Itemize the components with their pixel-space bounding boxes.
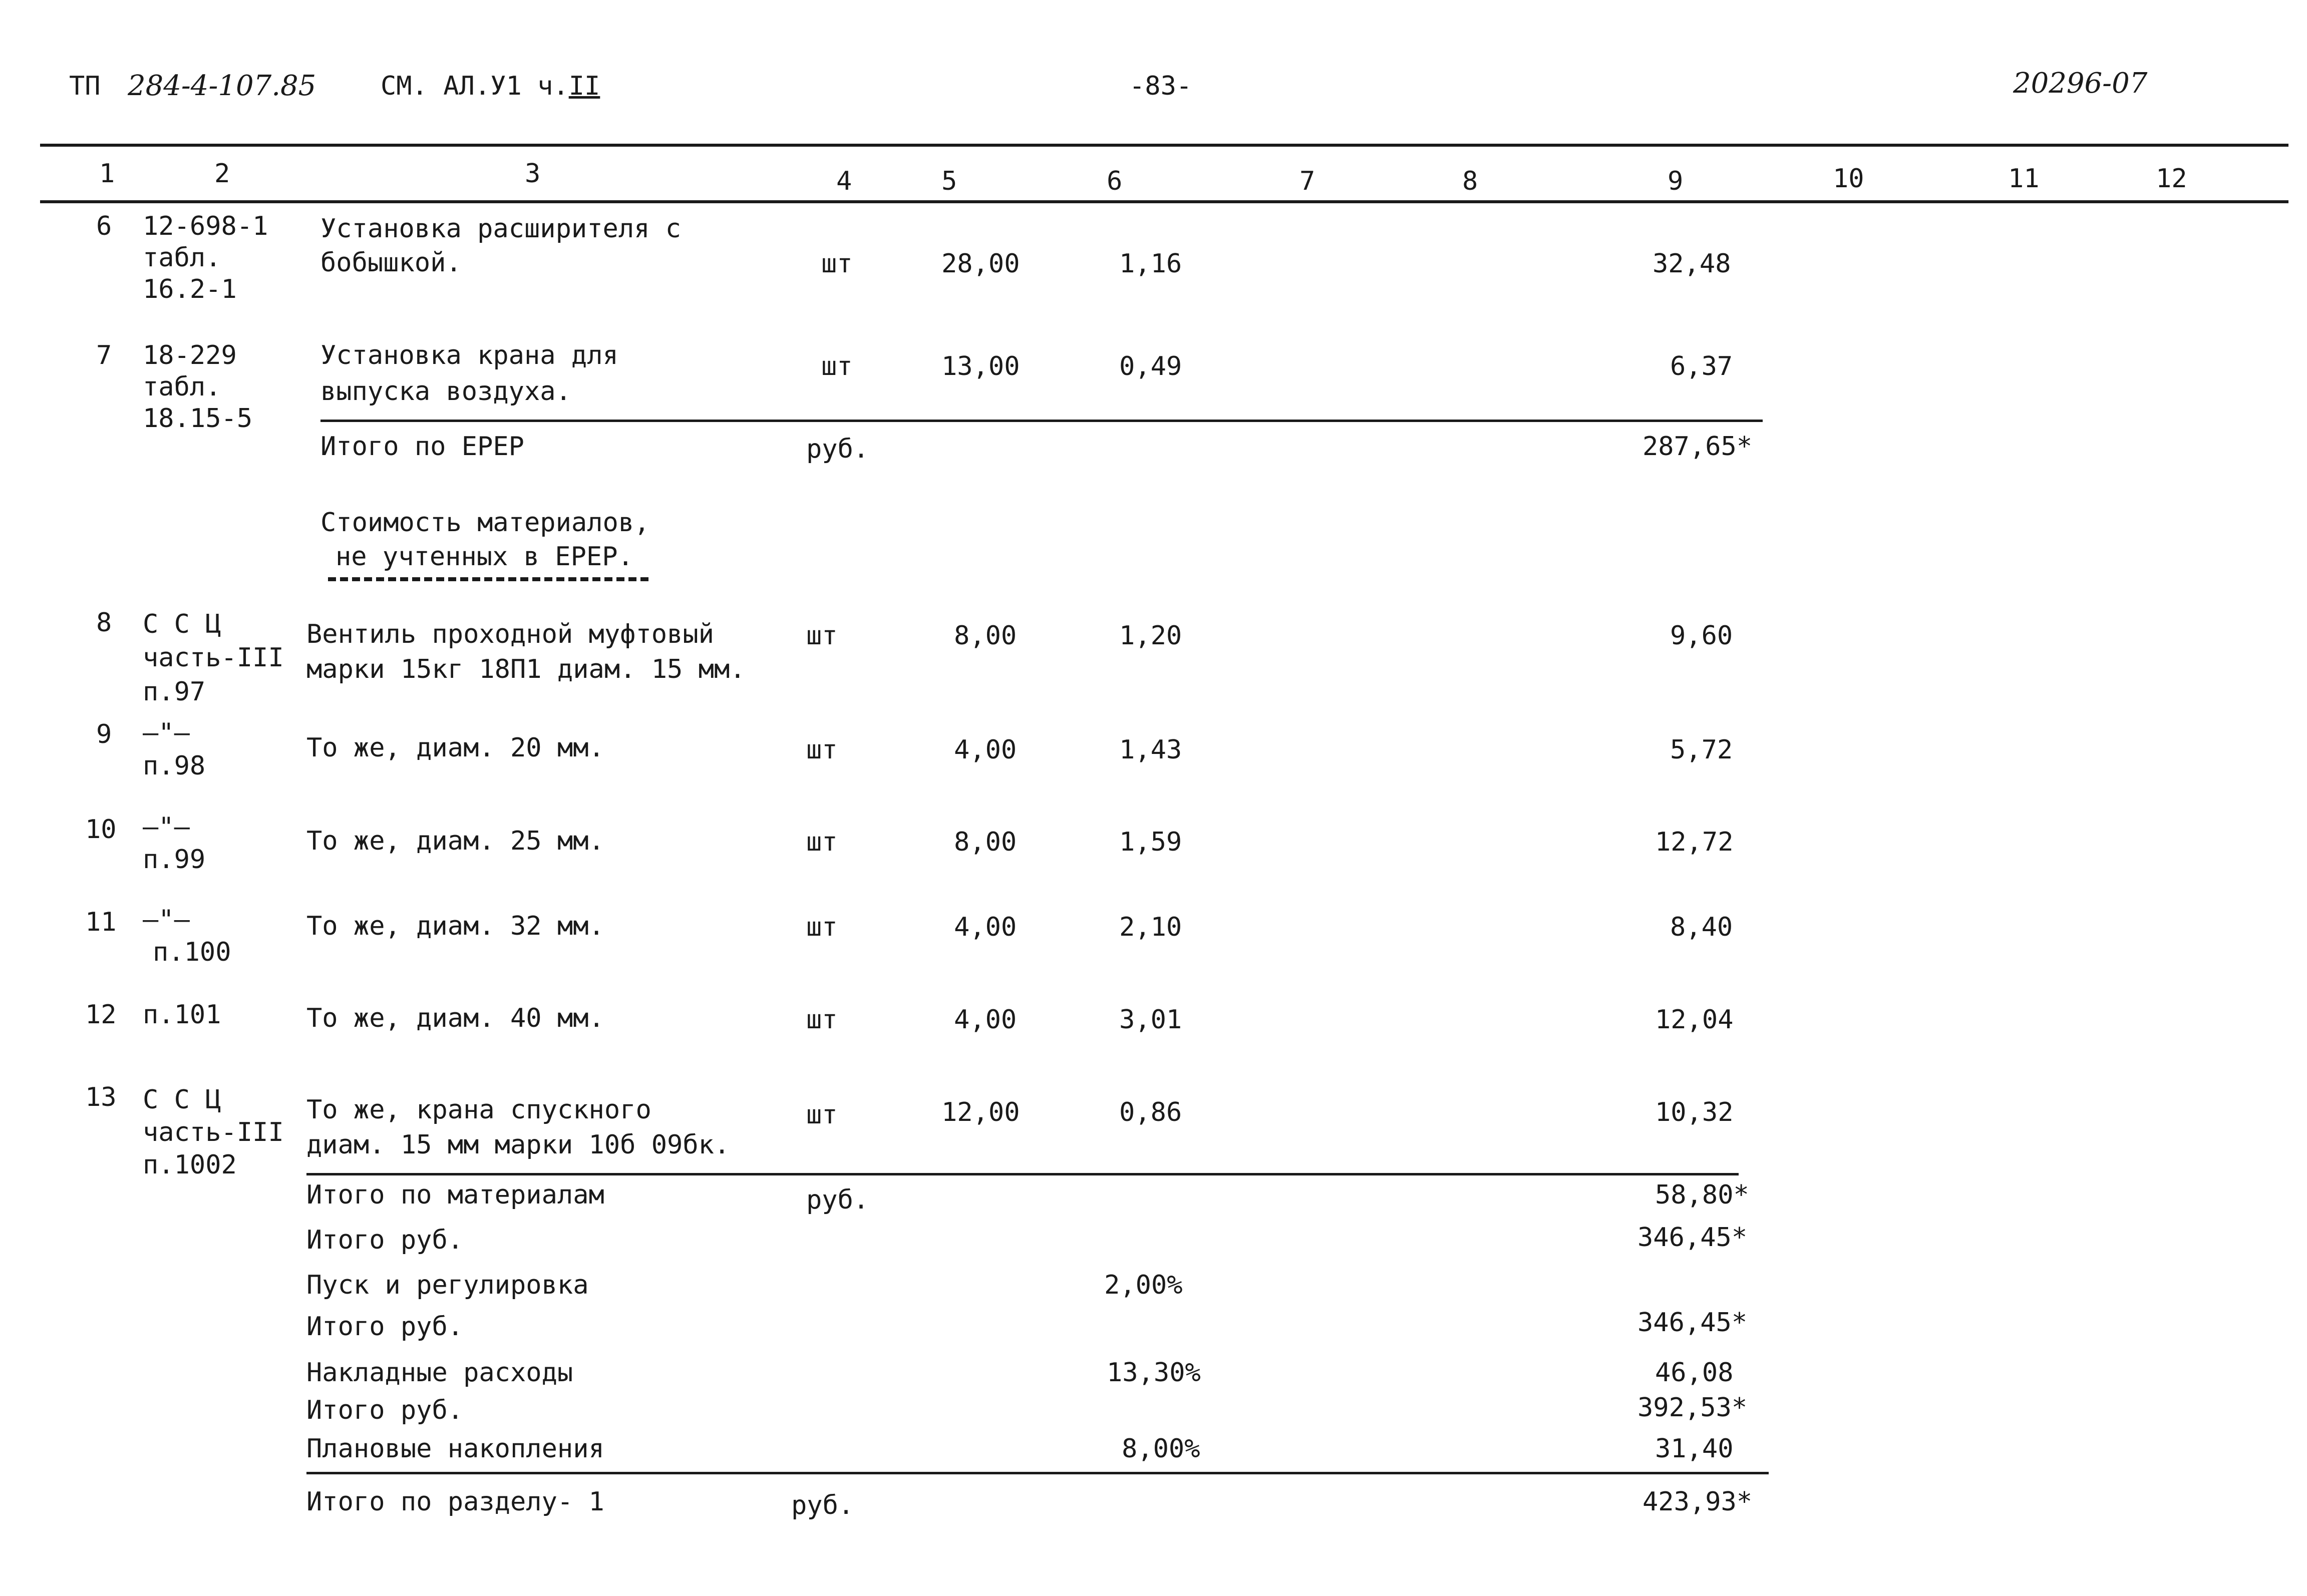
row-number: 13: [85, 1082, 117, 1112]
work-description: Установка крана для: [320, 340, 618, 370]
col-2: 2: [214, 159, 230, 189]
norm-code: табл.: [143, 372, 221, 402]
work-description: То же, диам. 25 мм.: [306, 826, 604, 856]
norm-code: п.98: [143, 751, 206, 781]
unit: шт: [806, 827, 838, 857]
archive-number: 20296-07: [2013, 67, 2148, 100]
materials-heading-underline: [328, 577, 648, 581]
summary-percent: 2,00%: [1104, 1270, 1183, 1300]
unit-price: 1,20: [1119, 621, 1182, 651]
unit: шт: [806, 621, 838, 651]
section-total-label: Итого по разделу- 1: [306, 1487, 604, 1517]
row-number: 6: [96, 211, 112, 241]
col-8: 8: [1462, 166, 1478, 196]
summary-label: Плановые накопления: [306, 1434, 604, 1464]
work-description: Установка расширителя с: [320, 214, 682, 244]
work-description: То же, диам. 20 мм.: [306, 733, 604, 763]
doc-code-handwritten: 284-4-107.85: [128, 70, 316, 102]
norm-code: п.101: [143, 1000, 221, 1030]
unit: шт: [806, 735, 838, 765]
total: 5,72: [1670, 735, 1733, 765]
summary-percent: 13,30%: [1107, 1358, 1201, 1388]
section-total-value: 423,93*: [1642, 1487, 1753, 1517]
summary-total: 31,40: [1655, 1434, 1734, 1464]
norm-code: —"—: [143, 718, 190, 748]
unit-price: 0,86: [1119, 1097, 1182, 1127]
work-description: марки 15кг 18П1 диам. 15 мм.: [306, 654, 746, 684]
norm-code: табл.: [143, 243, 221, 273]
norm-code: 12-698-1: [143, 211, 268, 241]
unit-price: 1,16: [1119, 249, 1182, 279]
col-10: 10: [1833, 164, 1864, 194]
quantity: 8,00: [954, 827, 1017, 857]
total: 12,72: [1655, 827, 1734, 857]
quantity: 28,00: [941, 249, 1020, 279]
unit: шт: [806, 1005, 838, 1035]
subtotal-total: 287,65*: [1642, 432, 1753, 462]
norm-code: 18.15-5: [143, 404, 253, 434]
norm-code: С С Ц: [143, 609, 221, 639]
page-number: -83-: [1129, 71, 1192, 101]
unit-price: 3,01: [1119, 1005, 1182, 1035]
work-description: Вентиль проходной муфтовый: [306, 619, 714, 649]
unit-price: 1,59: [1119, 827, 1182, 857]
summary-label: Итого руб.: [306, 1312, 464, 1342]
norm-code: 18-229: [143, 340, 237, 370]
unit-price: 2,10: [1119, 912, 1182, 942]
summary-total: 392,53*: [1637, 1393, 1748, 1423]
summary-rule: [306, 1173, 1739, 1175]
col-4: 4: [836, 166, 852, 196]
col-7: 7: [1299, 166, 1315, 196]
summary-label: Итого руб.: [306, 1395, 464, 1425]
row-number: 11: [85, 907, 117, 937]
row-number: 7: [96, 340, 112, 370]
norm-code: 16.2-1: [143, 274, 237, 304]
summary-total: 346,45*: [1637, 1308, 1748, 1338]
quantity: 8,00: [954, 621, 1017, 651]
total: 9,60: [1670, 621, 1733, 651]
quantity: 13,00: [941, 351, 1020, 381]
row-number: 12: [85, 1000, 117, 1030]
norm-code: п.1002: [143, 1150, 237, 1180]
unit-price: 1,43: [1119, 735, 1182, 765]
norm-code: п.97: [143, 677, 206, 707]
quantity: 4,00: [954, 1005, 1017, 1035]
work-description: То же, диам. 32 мм.: [306, 911, 604, 941]
unit-price: 0,49: [1119, 351, 1182, 381]
header-bottom-rule: [40, 200, 2288, 203]
col-5: 5: [941, 166, 957, 196]
col-12: 12: [2156, 164, 2187, 194]
section-total-unit: руб.: [791, 1490, 854, 1520]
header-top-rule: [40, 144, 2288, 147]
materials-heading: не учтенных в ЕРЕР.: [336, 542, 633, 572]
col-9: 9: [1668, 166, 1684, 196]
norm-code: п.100: [153, 937, 231, 967]
total: 12,04: [1655, 1005, 1734, 1035]
doc-ref-text: СМ. АЛ.У1 ч.: [381, 71, 569, 101]
total: 10,32: [1655, 1097, 1734, 1127]
unit: шт: [821, 249, 853, 279]
summary-percent: 8,00%: [1122, 1434, 1200, 1464]
summary-label: Итого по материалам: [306, 1180, 604, 1210]
norm-code: —"—: [143, 905, 190, 935]
quantity: 4,00: [954, 912, 1017, 942]
summary-label: Накладные расходы: [306, 1358, 573, 1388]
total: 8,40: [1670, 912, 1733, 942]
summary-label: Пуск и регулировка: [306, 1270, 589, 1300]
norm-code: часть-III: [143, 643, 284, 673]
row-number: 10: [85, 815, 117, 845]
unit: шт: [821, 351, 853, 381]
summary-total: 58,80*: [1655, 1180, 1749, 1210]
work-description: То же, крана спускного: [306, 1095, 651, 1125]
quantity: 12,00: [941, 1097, 1020, 1127]
summary-total: 346,45*: [1637, 1223, 1748, 1253]
subtotal-unit: руб.: [806, 434, 869, 464]
summary-label: Итого руб.: [306, 1225, 464, 1255]
norm-code: С С Ц: [143, 1085, 221, 1115]
subtotal-rule: [320, 420, 1763, 422]
total: 6,37: [1670, 351, 1733, 381]
col-11: 11: [2008, 164, 2040, 194]
unit: шт: [806, 1100, 838, 1130]
doc-ref-part: II: [568, 71, 600, 101]
work-description: бобышкой.: [320, 248, 462, 278]
norm-code: п.99: [143, 845, 206, 875]
subtotal-label: Итого по ЕРЕР: [320, 432, 524, 462]
work-description: То же, диам. 40 мм.: [306, 1003, 604, 1033]
section-total-rule: [306, 1472, 1769, 1474]
norm-code: часть-III: [143, 1117, 284, 1147]
doc-ref: [381, 70, 600, 102]
total: 32,48: [1653, 249, 1731, 279]
quantity: 4,00: [954, 735, 1017, 765]
row-number: 8: [96, 608, 112, 638]
doc-code-prefix: ТП: [69, 71, 101, 101]
work-description: выпуска воздуха.: [320, 376, 571, 407]
work-description: диам. 15 мм марки 10б 09бк.: [306, 1130, 730, 1160]
unit: шт: [806, 912, 838, 942]
col-6: 6: [1107, 166, 1123, 196]
col-1: 1: [99, 159, 115, 189]
materials-heading: Стоимость материалов,: [320, 508, 650, 538]
summary-unit: руб.: [806, 1185, 869, 1215]
summary-total: 46,08: [1655, 1358, 1734, 1388]
col-3: 3: [525, 159, 541, 189]
row-number: 9: [96, 719, 112, 749]
norm-code: —"—: [143, 812, 190, 842]
